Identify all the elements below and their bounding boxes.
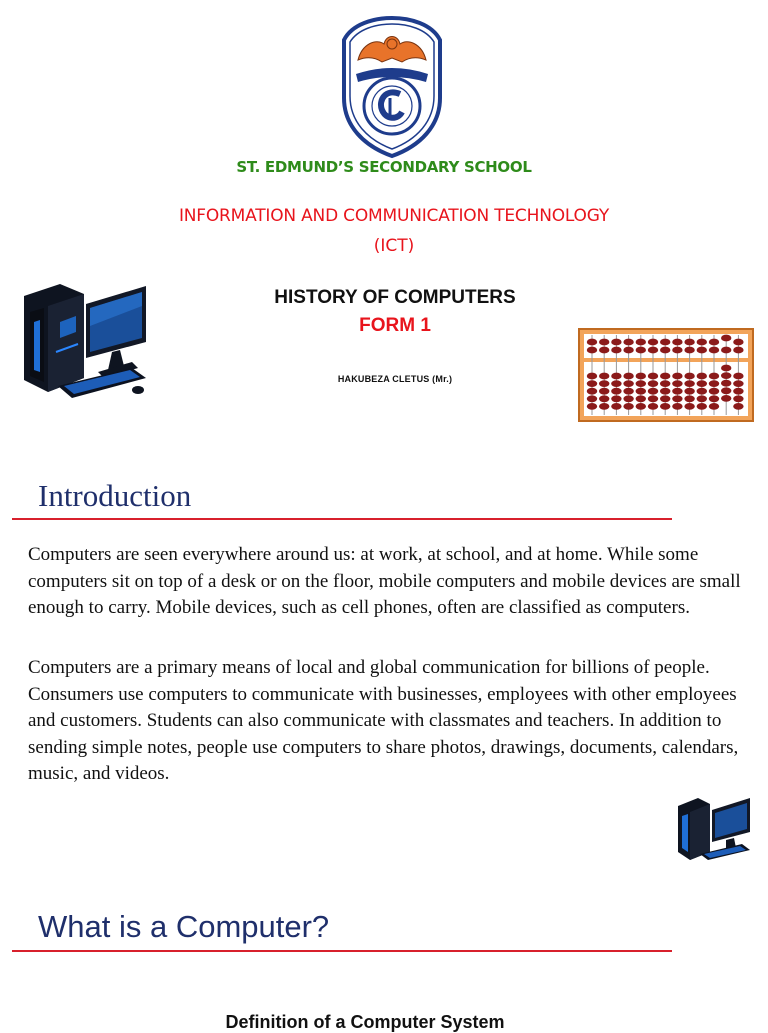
abacus-bead	[599, 373, 609, 380]
abacus-bead	[660, 403, 670, 410]
abacus-bead	[660, 388, 670, 395]
abacus-bead	[648, 395, 658, 402]
abacus-bead	[709, 347, 719, 354]
abacus-bead	[587, 395, 597, 402]
small-desktop-computer-icon	[676, 796, 752, 862]
form-label: FORM 1	[359, 315, 431, 336]
abacus-bead	[684, 395, 694, 402]
abacus-bead	[697, 388, 707, 395]
abacus-bead	[623, 395, 633, 402]
abacus-bead	[611, 403, 621, 410]
abacus-bead	[672, 373, 682, 380]
intro-paragraph-2: Computers are a primary means of local and global communication for billions of people. Consumers use computers to communicate with businesses, employees with other employees and customers. Students can also communicate with classmates and teachers. In addition to sending simple notes, people use computers to share photos, drawings, documents, calendars, music, and videos.	[28, 657, 739, 784]
abacus-bead	[684, 403, 694, 410]
section-heading-what-is-a-computer: What is a Computer?	[38, 909, 330, 944]
abacus-bead	[684, 373, 694, 380]
abacus-bead	[709, 380, 719, 387]
abacus-bead	[599, 395, 609, 402]
abacus-bead	[709, 395, 719, 402]
abacus-bead	[648, 403, 658, 410]
abacus-bead	[684, 347, 694, 354]
abacus-bead	[636, 380, 646, 387]
abacus-bead	[684, 339, 694, 346]
abacus-bead	[733, 347, 743, 354]
abacus-bead	[660, 373, 670, 380]
abacus-bead	[697, 380, 707, 387]
abacus-bead	[587, 380, 597, 387]
section-divider	[12, 518, 672, 520]
abacus-bead	[709, 373, 719, 380]
abacus-bead	[672, 380, 682, 387]
abacus-bead	[611, 388, 621, 395]
abacus-bead	[636, 403, 646, 410]
abacus-bead	[733, 395, 743, 402]
abacus-bead	[672, 347, 682, 354]
abacus-bead	[721, 347, 731, 354]
abacus-bead	[733, 388, 743, 395]
abacus-bead	[599, 388, 609, 395]
abacus-bead	[623, 339, 633, 346]
abacus-bead	[697, 395, 707, 402]
abacus-bead	[684, 388, 694, 395]
abacus-bead	[648, 380, 658, 387]
abacus-bead	[623, 403, 633, 410]
teacher-name: HAKUBEZA CLETUS (Mr.)	[337, 374, 453, 384]
abacus-icon	[578, 328, 754, 422]
intro-paragraph-1: Computers are seen everywhere around us: at work, at school, and at home. While some computers sit on top of a desk or on the floor, mobile computers and mobile devices are small enough to carry. Mobile devices, such as cell phones, often are classified as computers.	[28, 544, 741, 618]
abacus-bead	[660, 380, 670, 387]
definition-subheading: Definition of a Computer System	[225, 1012, 505, 1032]
abacus-bead	[721, 335, 731, 342]
abacus-bead	[672, 339, 682, 346]
abacus-bead	[611, 373, 621, 380]
abacus-bead	[599, 380, 609, 387]
abacus-bead	[636, 373, 646, 380]
section-heading-introduction: Introduction	[38, 478, 192, 513]
abacus-bead	[733, 373, 743, 380]
abacus-bead	[660, 395, 670, 402]
abacus-bead	[611, 380, 621, 387]
abacus-bead	[709, 388, 719, 395]
abacus-bead	[709, 339, 719, 346]
abacus-bead	[672, 395, 682, 402]
abacus-bead	[648, 339, 658, 346]
abacus-bead	[672, 388, 682, 395]
abacus-bead	[599, 403, 609, 410]
section-divider	[12, 950, 672, 952]
abacus-bead	[721, 372, 731, 379]
abacus-bead	[697, 403, 707, 410]
abacus-bead	[697, 373, 707, 380]
abacus-bead	[636, 388, 646, 395]
abacus-bead	[636, 339, 646, 346]
school-crest-icon	[340, 14, 444, 160]
abacus-bead	[660, 339, 670, 346]
abacus-bead	[611, 339, 621, 346]
abacus-bead	[697, 347, 707, 354]
subject-title: INFORMATION AND COMMUNICATION TECHNOLOGY	[178, 206, 610, 226]
abacus-bead	[721, 395, 731, 402]
abacus-bead	[611, 347, 621, 354]
abacus-bead	[636, 395, 646, 402]
abacus-bead	[623, 380, 633, 387]
abacus-bead	[611, 395, 621, 402]
abacus-bead	[623, 388, 633, 395]
abacus-bead	[587, 388, 597, 395]
abacus-bead	[684, 380, 694, 387]
abacus-bead	[587, 403, 597, 410]
abacus-bead	[733, 403, 743, 410]
abacus-bead	[733, 380, 743, 387]
abacus-bead	[587, 347, 597, 354]
abacus-bead	[636, 347, 646, 354]
school-name: ST. EDMUND’S SECONDARY SCHOOL	[236, 158, 532, 176]
abacus-bead	[587, 373, 597, 380]
abacus-bead	[599, 347, 609, 354]
abacus-bead	[721, 387, 731, 394]
abacus-bead	[623, 373, 633, 380]
subject-abbreviation: (ICT)	[373, 236, 415, 256]
abacus-bead	[623, 347, 633, 354]
abacus-bead	[697, 339, 707, 346]
abacus-bead	[721, 380, 731, 387]
abacus-bead	[587, 339, 597, 346]
topic-title: HISTORY OF COMPUTERS	[274, 287, 516, 308]
abacus-bead	[672, 403, 682, 410]
abacus-bead	[660, 347, 670, 354]
abacus-bead	[648, 347, 658, 354]
abacus-bead	[721, 365, 731, 372]
abacus-bead	[648, 388, 658, 395]
abacus-bead	[648, 373, 658, 380]
abacus-bead	[733, 339, 743, 346]
abacus-bead	[599, 339, 609, 346]
abacus-bead	[709, 403, 719, 410]
